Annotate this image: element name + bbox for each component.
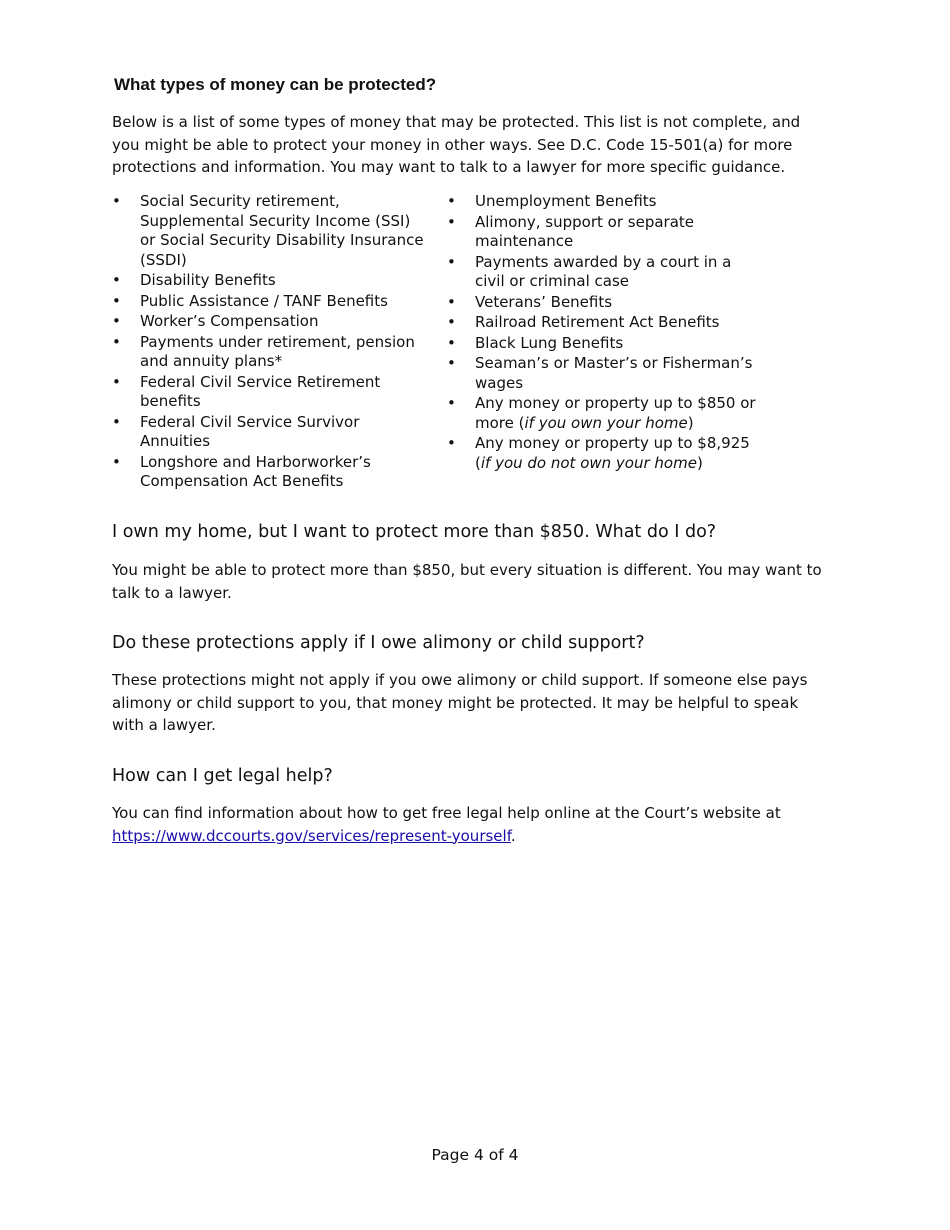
list-item: • Unemployment Benefits — [447, 192, 657, 210]
list-item: • Longshore and Harborworker’s Compensation Act Benefits — [112, 452, 371, 490]
section-body-own-home: You might be able to protect more than $850, but every situation is different. You may want to talk to a lawyer. — [112, 561, 822, 602]
bullet: • — [112, 192, 121, 210]
court-website-link[interactable]: https://www.dccourts.gov/services/represent-yourself — [112, 826, 511, 845]
page-footer: Page 4 of 4 — [431, 1146, 519, 1164]
bullet: • — [447, 252, 456, 271]
list-item: • Railroad Retirement Act Benefits — [447, 313, 720, 331]
bullet: • — [447, 394, 456, 412]
bullet: • — [112, 271, 121, 289]
bullet: • — [447, 434, 456, 452]
bullet: • — [447, 192, 456, 210]
bullet: • — [447, 333, 456, 352]
bullet: • — [112, 291, 121, 310]
right-column-list — [447, 192, 757, 474]
intro-paragraph: Below is a list of some types of money that may be protected. This list is not complete, and you might be able to protect your money in other ways. See D.C. Code 15-501(a) for more protections and information. You may want to talk to a lawyer for more specific guidance. — [112, 113, 801, 176]
list-item: • Public Assistance / TANF Benefits — [112, 291, 388, 310]
section-heading-own-home: I own my home, but I want to protect more than $850. What do I do? — [112, 522, 717, 542]
bullet: • — [447, 292, 456, 311]
list-item: • Federal Civil Service Retirement benefits — [112, 372, 381, 410]
list-item: • Veterans’ Benefits — [447, 292, 613, 311]
list-item: • Seaman’s or Master’s or Fisherman’s wages — [447, 354, 753, 392]
list-item: • Black Lung Benefits — [447, 333, 624, 352]
bullet: • — [447, 313, 456, 331]
list-item: • Disability Benefits — [112, 271, 276, 289]
list-item: • Payments under retirement, pension and annuity plans* — [112, 332, 415, 370]
bullet: • — [112, 452, 121, 471]
list-item: • Any money or property up to $850 or more (if you own your home) — [447, 394, 756, 432]
list-item: • Federal Civil Service Survivor Annuities — [112, 412, 360, 450]
section-body-legal-help: You can find information about how to get free legal help online at the Court’s website at https://www.dccourts.gov/services/represent-yourself. — [112, 804, 781, 845]
bullet: • — [447, 212, 456, 231]
bullet: • — [112, 372, 121, 391]
bullet: • — [112, 332, 121, 351]
list-item: • Payments awarded by a court in a civil or criminal case — [447, 252, 732, 290]
section-body-alimony: These protections might not apply if you owe alimony or child support. If someone else pays alimony or child support to you, that money might be protected. It may be helpful to speak with a lawyer. — [112, 671, 808, 734]
bullet: • — [112, 312, 121, 330]
section-heading-alimony: Do these protections apply if I owe alimony or child support? — [112, 633, 645, 653]
left-column-list — [112, 192, 430, 493]
bullet: • — [447, 354, 456, 372]
section-heading-legal-help: How can I get legal help? — [112, 766, 333, 786]
list-item: • Any money or property up to $8,925 (if you do not own your home) — [447, 434, 750, 472]
list-item: • Alimony, support or separate maintenance — [447, 212, 695, 250]
list-item: • Worker’s Compensation — [112, 312, 319, 330]
list-item: • Social Security retirement, Supplemental Security Income (SSI) or Social Security Disability Insurance (SSDI) — [112, 192, 424, 269]
page-heading: What types of money can be protected? — [114, 75, 437, 94]
bullet: • — [112, 412, 121, 431]
